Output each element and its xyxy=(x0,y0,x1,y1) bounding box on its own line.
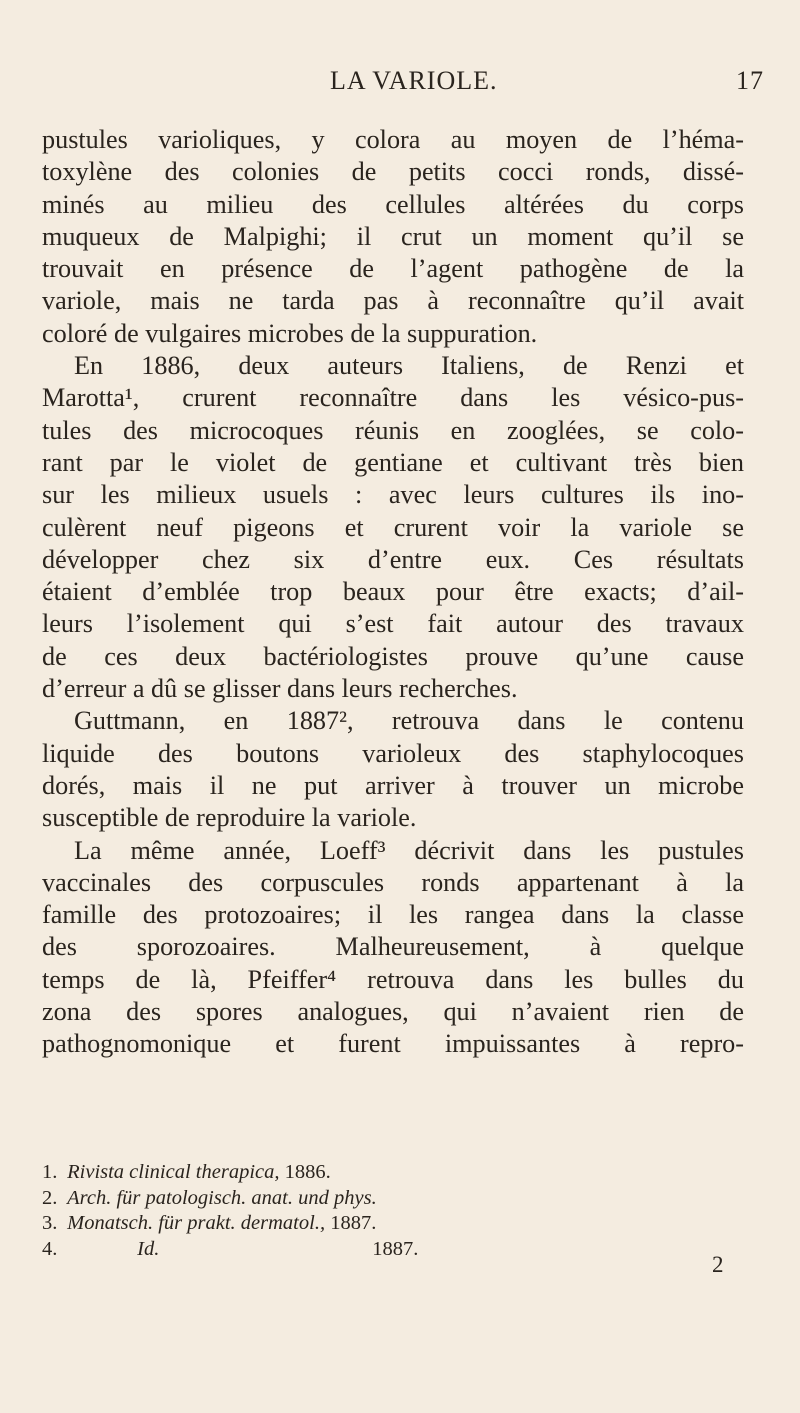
text-line: culèrent neuf pigeons et crurent voir la variole se xyxy=(42,512,744,542)
page-number: 17 xyxy=(736,66,764,95)
text-line: pathognomonique et furent impuissantes à repro- xyxy=(42,1029,744,1059)
body-text xyxy=(42,124,744,1061)
footnote-source: Monatsch. für prakt. dermatol., xyxy=(67,1212,326,1235)
text-line: toxylène des colonies de petits cocci ronds, dissé- xyxy=(42,157,744,187)
text-line: de ces deux bactériologistes prouve qu’une cause xyxy=(42,641,744,671)
text-line: trouvait en présence de l’agent pathogène de la xyxy=(42,254,744,284)
signature-mark: 2 xyxy=(712,1252,724,1277)
text-line: pustules varioliques, y colora au moyen de l’héma- xyxy=(42,125,744,154)
footnote-number: 1. xyxy=(42,1161,58,1183)
footnote-number: 3. xyxy=(42,1212,58,1235)
text-line: liquide des boutons varioleux des staphylocoques xyxy=(42,738,744,768)
footnote-source: Id. xyxy=(137,1237,160,1260)
footnote xyxy=(42,1160,722,1186)
text-line: coloré de vulgaires microbes de la suppuration. xyxy=(42,318,538,348)
footnote-year: 1886. xyxy=(284,1161,331,1183)
text-line: minés au milieu des cellules altérées du corps xyxy=(42,189,744,219)
footnote-source: Arch. für patologisch. anat. und phys. xyxy=(67,1186,377,1209)
footnote-year: 1887. xyxy=(372,1237,419,1260)
footnote xyxy=(42,1186,722,1212)
text-line: muqueux de Malpighi; il crut un moment qu’il se xyxy=(42,221,744,251)
text-line: des sporozoaires. Malheureusement, à quelque xyxy=(42,932,744,962)
text-line: rant par le violet de gentiane et cultivant très bien xyxy=(42,447,744,477)
running-header xyxy=(40,66,770,106)
text-line: susceptible de reproduire la variole. xyxy=(42,803,417,833)
footnotes xyxy=(42,1160,722,1262)
text-line: sur les milieux usuels : avec leurs cultures ils ino- xyxy=(42,480,744,510)
footnote-number: 4. xyxy=(42,1237,58,1260)
text-line: En 1886, deux auteurs Italiens, de Renzi et xyxy=(74,351,744,381)
text-line: La même année, Loeff³ décrivit dans les pustules xyxy=(74,835,744,865)
text-line: zona des spores analogues, qui n’avaient rien de xyxy=(42,997,744,1027)
text-line: d’erreur a dû se glisser dans leurs recherches. xyxy=(42,674,518,704)
text-line: temps de là, Pfeiffer⁴ retrouva dans les bulles du xyxy=(42,964,744,994)
text-line: famille des protozoaires; il les rangea dans la classe xyxy=(42,900,744,930)
text-line: vaccinales des corpuscules ronds appartenant à la xyxy=(42,867,744,897)
footnote xyxy=(42,1211,722,1237)
footnote-source: Rivista clinical therapica, xyxy=(67,1161,280,1183)
footnote-year: 1887. xyxy=(330,1212,377,1235)
text-line: variole, mais ne tarda pas à reconnaître qu’il avait xyxy=(42,286,744,316)
text-line: tules des microcoques réunis en zooglées, se colo- xyxy=(42,415,744,445)
text-line: Marotta¹, crurent reconnaître dans les vésico-pus- xyxy=(42,383,744,413)
running-title: LA VARIOLE. xyxy=(330,66,498,95)
text-line: leurs l’isolement qui s’est fait autour des travaux xyxy=(42,609,744,639)
footnote xyxy=(42,1237,722,1263)
text-line: étaient d’emblée trop beaux pour être exacts; d’ail- xyxy=(42,577,744,607)
footnote-number: 2. xyxy=(42,1186,58,1209)
text-line: dorés, mais il ne put arriver à trouver un microbe xyxy=(42,770,744,800)
text-line: Guttmann, en 1887², retrouva dans le contenu xyxy=(74,706,744,736)
text-line: développer chez six d’entre eux. Ces résultats xyxy=(42,544,744,574)
